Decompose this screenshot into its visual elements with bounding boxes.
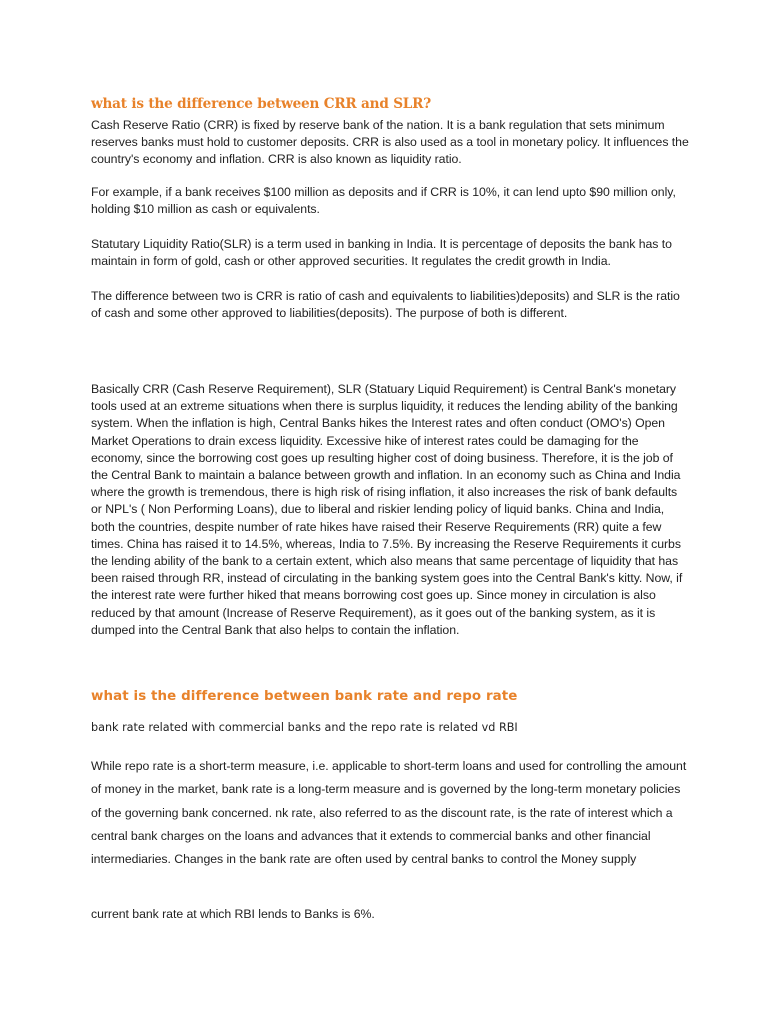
paragraph-current-bank-rate: current bank rate at which RBI lends to Banks is 6%. (91, 907, 375, 921)
paragraph-slr-definition: Statutary Liquidity Ratio(SLR) is a term used in banking in India. It is percentage of deposits the bank has to maintain in form of gold, cash or other approved securities. It regulates the credit growth in India. (91, 237, 672, 269)
paragraph-crr-example: For example, if a bank receives $100 million as deposits and if CRR is 10%, it can lend upto $90 million only, holding $10 million as cash or equivalents. (91, 185, 676, 217)
paragraph-crr-slr-difference: The difference between two is CRR is ratio of cash and equivalents to liabilities)deposits) and SLR is the ratio of cash and some other approved to liabilities(deposits). The purpose of both is different. (91, 289, 680, 321)
paragraph-crr-definition: Cash Reserve Ratio (CRR) is fixed by reserve bank of the nation. It is a bank regulation that sets minimum reserves banks must hold to customer deposits. CRR is also used as a tool in monetary policy. It influences the country's economy and inflation. CRR is also known as liquidity ratio. (91, 118, 689, 167)
heading-crr-slr: what is the difference between CRR and SLR? (91, 96, 432, 112)
paragraph-repo-vs-bank-rate: While repo rate is a short-term measure, i.e. applicable to short-term loans and used for controlling the amount of money in the market, bank rate is a long-term measure and is governed by the long-term monetary policies of the governing bank concerned. nk rate, also referred to as the discount rate, is the rate of interest which a central bank charges on the loans and advances that it extends to commercial banks and other financial intermediaries. Changes in the bank rate are often used by central banks to control the Money supply (91, 759, 687, 867)
short-answer-line: bank rate related with commercial banks and the repo rate is related vd RBI (91, 721, 518, 734)
paragraph-reserve-requirements: Basically CRR (Cash Reserve Requirement), SLR (Statuary Liquid Requirement) is Central Bank's monetary tools used at an extreme situations when there is surplus liquidity, it reduces the lending ability of the banking system. When the inflation is high, Central Banks hikes the Interest rates and often conduct (OMO's) Open Market Operations to drain excess liquidity. Excessive hike of interest rates could be damaging for the economy, since the borrowing cost goes up resulting higher cost of doing business. Therefore, it is the job of the Central Bank to maintain a balance between growth and inflation. In an economy such as China and India where the growth is tremendous, there is high risk of rising inflation, it also increases the risk of bank defaults or NPL's ( Non Performing Loans), due to liberal and riskier lending policy of liquid banks. China and India, both the countries, despite number of rate hikes have raised their Reserve Requirements (RR) quite a few times. China has raised it to 14.5%, whereas, India to 7.5%. By increasing the Reserve Requirements it curbs the lending ability of the bank to a certain extent, which also means that same percentage of liquidity that has been raised through RR, instead of circulating in the banking system goes into the Central Bank's kitty. Now, if the interest rate were further hiked that means borrowing cost goes up. Since money in circulation is also reduced by that amount (Increase of Reserve Requirement), as it goes out of the banking system, as it is dumped into the Central Bank that also helps to contain the inflation. (91, 382, 683, 637)
heading-bank-repo-rate: what is the difference between bank rate and repo rate (91, 689, 518, 704)
